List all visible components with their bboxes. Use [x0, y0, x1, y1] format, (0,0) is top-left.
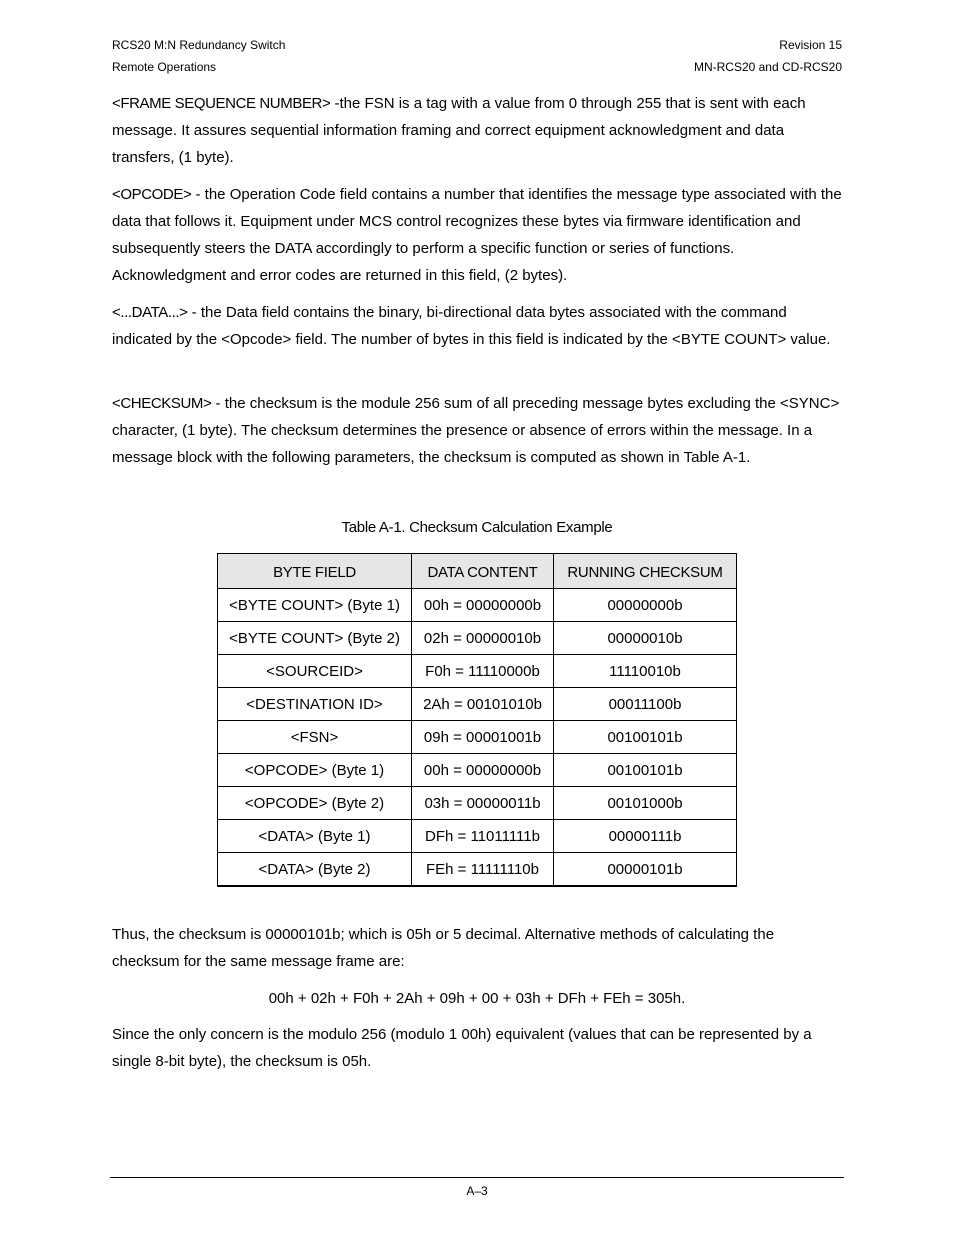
section-title: Remote Operations [112, 60, 217, 74]
page-header-left [112, 38, 285, 82]
table-header-row [218, 554, 737, 589]
opcode-term: <OPCODE> [112, 186, 192, 203]
table-row [218, 688, 737, 721]
running-checksum-cell: 00100101b [554, 721, 737, 754]
table-row [218, 721, 737, 754]
table-row [218, 622, 737, 655]
running-checksum-cell: 00011100b [554, 688, 737, 721]
fsn-description: -the FSN is a tag with a value from 0 through 255 that is sent with each message. It assures sequential information framing and correct equipment acknowledgment and data transfers, (1 byte). [112, 95, 806, 166]
byte-field-cell: <OPCODE> (Byte 2) [218, 787, 412, 820]
running-checksum-cell: 00000010b [554, 622, 737, 655]
data-paragraph [112, 299, 842, 353]
checksum-table [217, 553, 737, 887]
data-term: <...DATA...> [112, 304, 188, 321]
table-row [218, 787, 737, 820]
data-content-cell: FEh = 11111110b [412, 853, 554, 887]
opcode-description: - the Operation Code field contains a number that identifies the message type associated with the data that follows it. Equipment under MCS control recognizes these bytes via firmware identification and subsequently steers the DATA accordingly to perform a specific function or series of functions. Acknowledgment and error codes are returned in this field, (2 bytes). [112, 186, 842, 284]
table-title: Table A-1. Checksum Calculation Example [341, 519, 613, 536]
document-title: RCS20 M:N Redundancy Switch [112, 38, 286, 52]
footer-divider [110, 1177, 844, 1178]
byte-field-cell: <BYTE COUNT> (Byte 2) [218, 622, 412, 655]
running-checksum-cell: 00000101b [554, 853, 737, 887]
byte-field-cell: <FSN> [218, 721, 412, 754]
document-number: MN-RCS20 and CD-RCS20 [693, 60, 842, 74]
opcode-paragraph [112, 181, 842, 289]
running-checksum-cell: 11110010b [554, 655, 737, 688]
table-row [218, 655, 737, 688]
fsn-paragraph [112, 90, 842, 171]
running-checksum-cell: 00000111b [554, 820, 737, 853]
checksum-formula: 00h + 02h + F0h + 2Ah + 09h + 00 + 03h + DFh + FEh = 305h. [268, 990, 686, 1007]
byte-field-cell: <SOURCEID> [218, 655, 412, 688]
byte-field-cell: <DATA> (Byte 2) [218, 853, 412, 887]
column-header: BYTE FIELD [218, 554, 412, 589]
data-content-cell: 2Ah = 00101010b [412, 688, 554, 721]
checksum-paragraph [112, 390, 842, 471]
data-description: - the Data field contains the binary, bi-directional data bytes associated with the command indicated by the <Opcode> field. The number of bytes in this field is indicated by the <BYTE COUNT> value. [112, 304, 831, 348]
table-row [218, 754, 737, 787]
table-row [218, 820, 737, 853]
table-row [218, 853, 737, 887]
data-content-cell: 00h = 00000000b [412, 589, 554, 622]
page-number: A–3 [466, 1184, 488, 1198]
fsn-term: <FRAME SEQUENCE NUMBER> [112, 95, 331, 112]
data-content-cell: F0h = 11110000b [412, 655, 554, 688]
byte-field-cell: <DESTINATION ID> [218, 688, 412, 721]
column-header: DATA CONTENT [412, 554, 554, 589]
byte-field-cell: <BYTE COUNT> (Byte 1) [218, 589, 412, 622]
since-paragraph: Since the only concern is the modulo 256 (modulo 1 00h) equivalent (values that can be represented by a single 8-bit byte), the checksum is 05h. [112, 1026, 812, 1070]
running-checksum-cell: 00100101b [554, 754, 737, 787]
page-header-right [694, 38, 842, 82]
data-content-cell: DFh = 11011111b [412, 820, 554, 853]
byte-field-cell: <DATA> (Byte 1) [218, 820, 412, 853]
data-content-cell: 09h = 00001001b [412, 721, 554, 754]
running-checksum-cell: 00000000b [554, 589, 737, 622]
checksum-term: <CHECKSUM> [112, 395, 212, 412]
running-checksum-cell: 00101000b [554, 787, 737, 820]
revision-label: Revision 15 [779, 38, 842, 52]
thus-paragraph: Thus, the checksum is 00000101b; which is 05h or 5 decimal. Alternative methods of calculating the checksum for the same message frame are: [112, 926, 775, 970]
checksum-description: - the checksum is the module 256 sum of all preceding message bytes excluding the <SYNC> character, (1 byte). The checksum determines the presence or absence of errors within the message. In a message block with the following parameters, the checksum is computed as shown in Table A-1. [112, 395, 840, 466]
table-row [218, 589, 737, 622]
data-content-cell: 00h = 00000000b [412, 754, 554, 787]
data-content-cell: 03h = 00000011b [412, 787, 554, 820]
column-header: RUNNING CHECKSUM [554, 554, 737, 589]
byte-field-cell: <OPCODE> (Byte 1) [218, 754, 412, 787]
data-content-cell: 02h = 00000010b [412, 622, 554, 655]
